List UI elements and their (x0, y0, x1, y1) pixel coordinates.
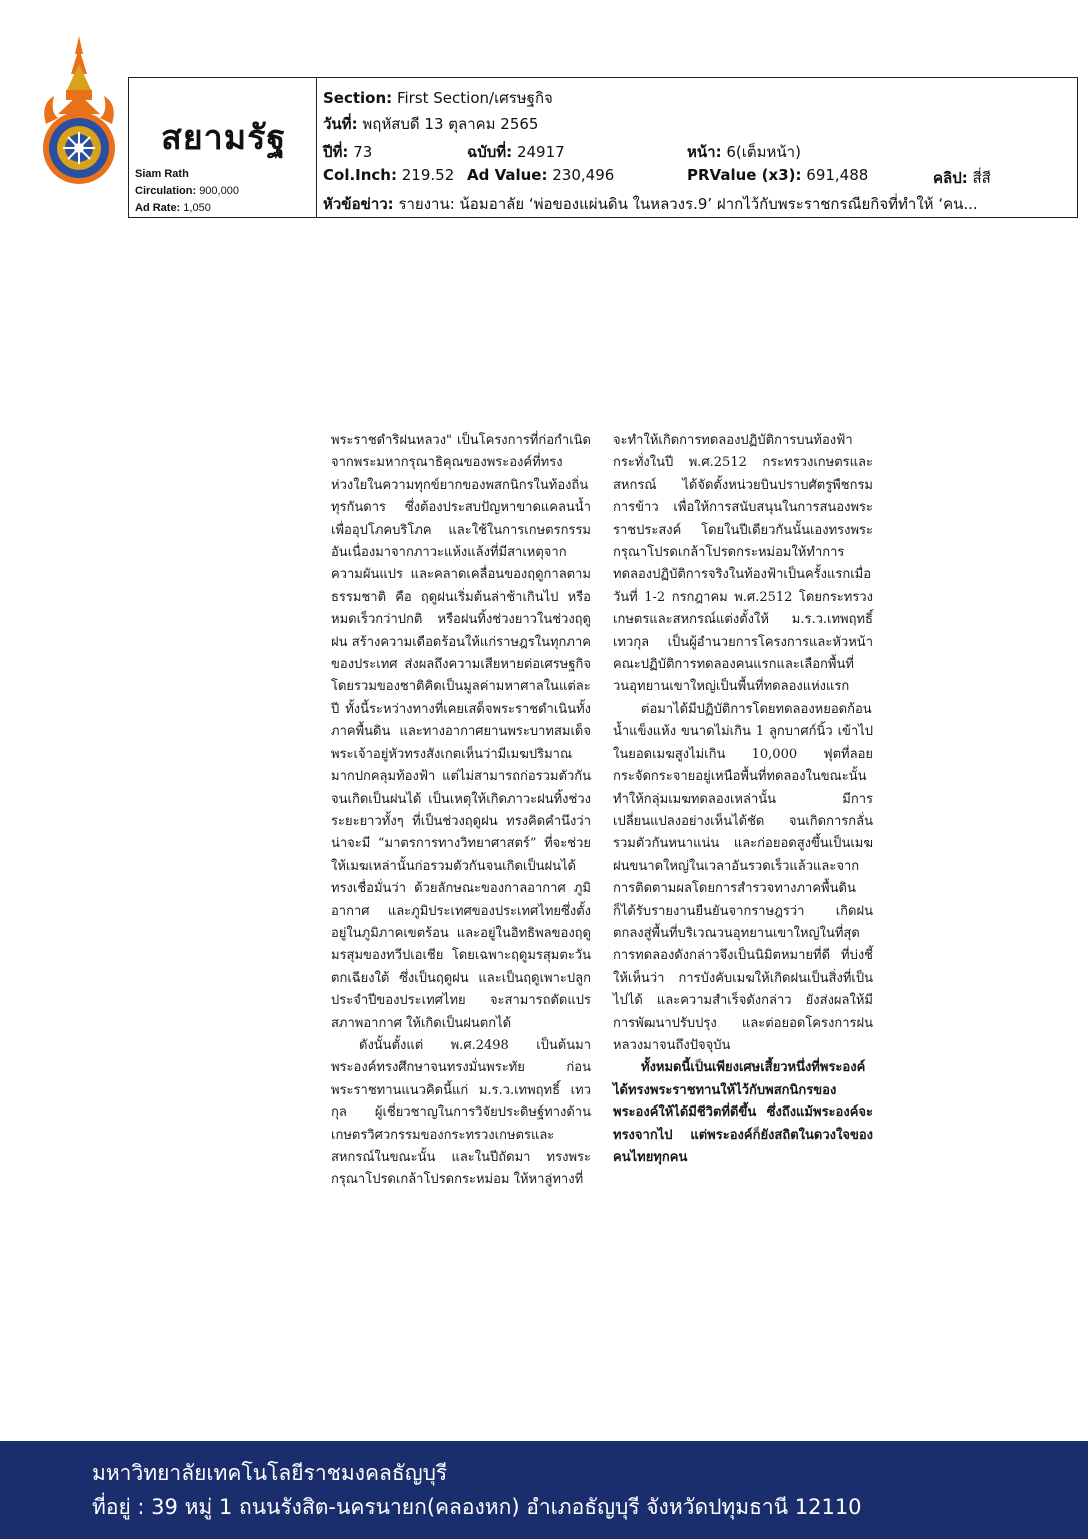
date-field: วันที่: พฤหัสบดี 13 ตุลาคม 2565 (323, 115, 539, 133)
footer-address: ที่อยู่ : 39 หมู่ 1 ถนนรังสิต-นครนายก(คลองหก) อำเภอธัญบุรี จังหวัดปทุมธานี 12110 (92, 1495, 862, 1519)
col-inch-field: Col.Inch: 219.52 (323, 166, 455, 184)
publication-cell (129, 78, 317, 217)
footer-bar (0, 1441, 1088, 1539)
section-field: Section: First Section/เศรษฐกิจ (323, 89, 553, 107)
clip-field: คลิป: สี่สี (933, 169, 991, 187)
footer-university: มหาวิทยาลัยเทคโนโลยีราชมงคลธัญบุรี (92, 1461, 448, 1485)
issue-field: ฉบับที่: 24917 (467, 143, 565, 161)
article-closing-paragraph: ทั้งหมดนี้เป็นเพียงเศษเสี้ยวหนึ่งที่พระองค์ได้ทรงพระราชทานให้ไว้กับพสกนิกรของพระองค์ให้ได้มีชีวิตที่ดีขึ้น ซึ่งถึงแม้พระองค์จะทรงจากไป แต่พระองค์ก็ยังสถิตในดวงใจของคนไทยทุกคน (613, 1060, 873, 1165)
ad-rate: Ad Rate: 1,050 (135, 202, 211, 214)
article-paragraph: พระราชดำริฝนหลวง" เป็นโครงการที่ก่อกำเนิดจากพระมหากรุณาธิคุณของพระองค์ที่ทรงห่วงใยในความทุกข์ยากของพสกนิกรในท้องถิ่นทุรกันดาร ซึ่งต้องประสบปัญหาขาดแคลนน้ำเพื่ออุปโภคบริโภค และใช้ในการเกษตรกรรมอันเนื่องมาจากภาวะแห้งแล้งที่มีสาเหตุจากความผันแปร และคลาดเคลื่อนของฤดูกาลตามธรรมชาติ คือ ฤดูฝนเริ่มต้นล่าช้าเกินไป หรือหมดเร็วกว่าปกติ หรือฝนทิ้งช่วงยาวในช่วงฤดูฝน สร้างความเดือดร้อนให้แก่ราษฎรในทุกภาคของประเทศ ส่งผลถึงความเสียหายต่อเศรษฐกิจโดยรวมของชาติคิดเป็นมูลค่ามหาศาลในแต่ละปี ทั้งนี้ระหว่างทางที่เคยเสด็จพระราชดำเนินทั้งภาคพื้นดิน และทางอากาศยานพระบาทสมเด็จพระเจ้าอยู่หัวทรงสังเกตเห็นว่ามีเมฆปริมาณมากปกคลุมท้องฟ้า แต่ไม่สามารถก่อรวมตัวกันจนเกิดเป็นฝนได้ เป็นเหตุให้เกิดภาวะฝนทิ้งช่วงระยะยาวทั้งๆ ที่เป็นช่วงฤดูฝน ทรงคิดคำนึงว่า น่าจะมี “มาตรการทางวิทยาศาสตร์” ที่จะช่วยให้เมฆเหล่านั้นก่อรวมตัวกันจนเกิดเป็นฝนได้ ทรงเชื่อมั่นว่า ด้วยลักษณะของกาลอากาศ ภูมิอากาศ และภูมิประเทศของประเทศไทยซึ่งตั้งอยู่ในภูมิภาคเขตร้อน และอยู่ในอิทธิพลของฤดูมรสุมของทวีปเอเชีย โดยเฉพาะฤดูมรสุมตะวันตกเฉียงใต้ ซึ่งเป็นฤดูฝน และเป็นฤดูเพาะปลูกประจำปีของประเทศไทย จะสามารถดัดแปรสภาพอากาศ ให้เกิดเป็นฝนตกได้ (331, 433, 591, 1031)
clipping-header (128, 77, 1078, 218)
publication-en: Siam Rath (135, 168, 189, 180)
pr-value-field: PRValue (x3): 691,488 (687, 166, 869, 184)
year-field: ปีที่: 73 (323, 143, 373, 161)
page-field: หน้า: 6(เต็มหน้า) (687, 143, 801, 161)
article-paragraph: จะทำให้เกิดการทดลองปฏิบัติการบนท้องฟ้า กระทั่งในปี พ.ศ.2512 กระทรวงเกษตรและสหกรณ์ ได้จัดตั้งหน่วยบินปราบศัตรูพืชกรมการข้าว เพื่อให้การสนับสนุนในการสนองพระราชประสงค์ โดยในปีเดียวกันนั้นเองทรงพระกรุณาโปรดเกล้าโปรดกระหม่อมให้ทำการทดลองปฏิบัติการจริงในท้องฟ้าเป็นครั้งแรกเมื่อวันที่ 1-2 กรกฎาคม พ.ศ.2512 โดยกระทรวงเกษตรและสหกรณ์แต่งตั้งให้ ม.ร.ว.เทพฤทธิ์ เทวกุล เป็นผู้อำนวยการโครงการและหัวหน้าคณะปฏิบัติการทดลองคนแรกและเลือกพื้นที่วนอุทยานเขาใหญ่เป็นพื้นที่ทดลองแห่งแรก (613, 433, 873, 695)
publication-name: สยามรัฐ (161, 118, 287, 158)
headline-field: หัวข้อข่าว: รายงาน: น้อมอาลัย ‘พ่อของแผ่นดิน ในหลวงร.9’ ฝากไว้กับพระราชกรณียกิจที่ทำให้ ‘คน... (323, 195, 978, 213)
university-emblem-icon (36, 34, 122, 184)
article-paragraph: ดังนั้นตั้งแต่ พ.ศ.2498 เป็นต้นมา พระองค์ทรงศึกษาจนทรงมั่นพระทัย ก่อนพระราชทานแนวคิดนี้แก่ ม.ร.ว.เทพฤทธิ์ เทวกุล ผู้เชี่ยวชาญในการวิจัยประดิษฐ์ทางด้านเกษตรวิศวกรรมของกระทรวงเกษตรและสหกรณ์ในขณะนั้น และในปีถัดมา ทรงพระกรุณาโปรดเกล้าโปรดกระหม่อม ให้หาลู่ทางที่ (331, 1037, 591, 1188)
ad-value-field: Ad Value: 230,496 (467, 166, 615, 184)
article-paragraph: ต่อมาได้มีปฏิบัติการโดยทดลองหยอดก้อนน้ำแข็งแห้ง ขนาดไม่เกิน 1 ลูกบาศก์นิ้ว เข้าไปในยอดเมฆสูงไม่เกิน 10,000 ฟุตที่ลอยกระจัดกระจายอยู่เหนือพื้นที่ทดลองในขณะนั้น ทำให้กลุ่มเมฆทดลองเหล่านั้น มีการเปลี่ยนแปลงอย่างเห็นได้ชัด จนเกิดการกลั่นรวมตัวกันหนาแน่น และก่อยอดสูงขึ้นเป็นเมฆฝนขนาดใหญ่ในเวลาอันรวดเร็วแล้วและจากการติดตามผลโดยการสำรวจทางภาคพื้นดินก็ได้รับรายงานยืนยันจากราษฎรว่า เกิดฝนตกลงสู่พื้นที่บริเวณวนอุทยานเขาใหญ่ในที่สุด การทดลองดังกล่าวจึงเป็นนิมิตหมายที่ดี ที่บ่งชี้ให้เห็นว่า การบังคับเมฆให้เกิดฝนเป็นสิ่งที่เป็นไปได้ และความสำเร็จดังกล่าว ยังส่งผลให้มีการพัฒนาปรับปรุง และต่อยอดโครงการฝนหลวงมาจนถึงปัจจุบัน (613, 701, 873, 1053)
circulation: Circulation: 900,000 (135, 185, 239, 197)
article-column-right (613, 430, 873, 1169)
article-column-left (331, 430, 591, 1192)
